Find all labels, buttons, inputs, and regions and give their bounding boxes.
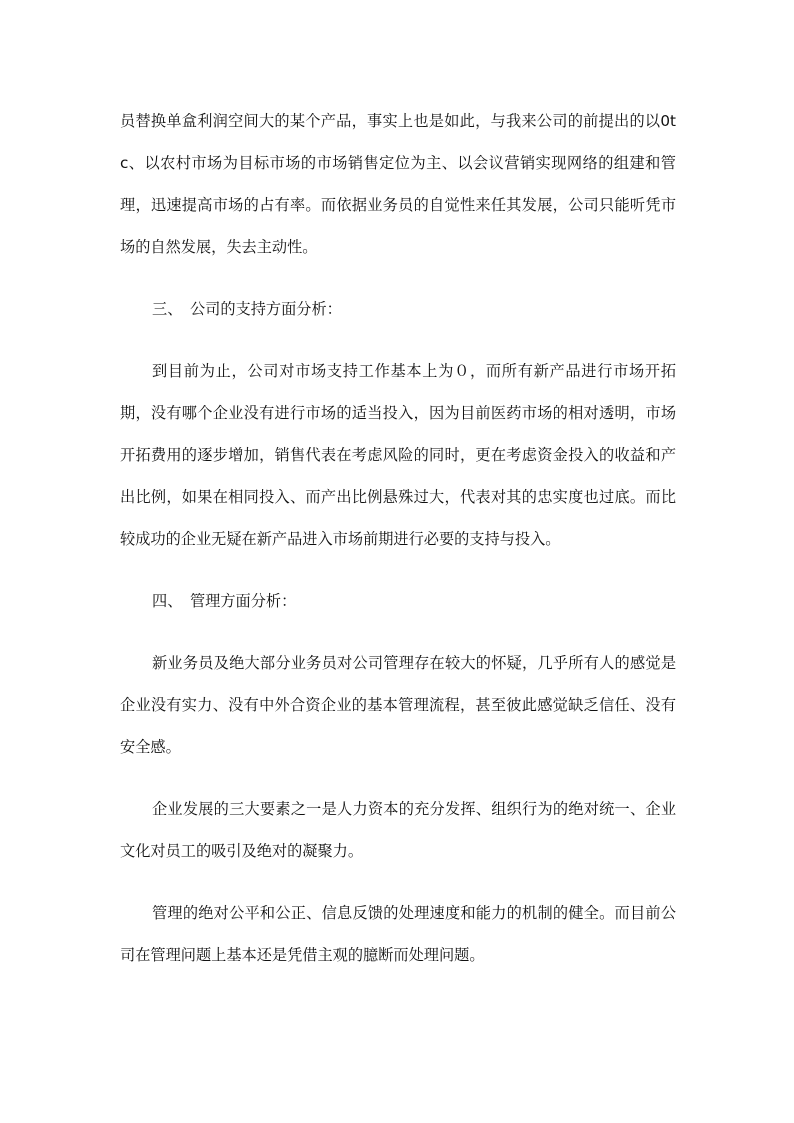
document-body [120,100,676,976]
section-heading-management: 四、 管理方面分析： [152,592,297,610]
paragraph-management-doubt: 新业务员及绝大部分业务员对公司管理存在较大的怀疑，几乎所有人的感觉是企业没有实力、没有中外合资企业的基本管理流程，甚至彼此感觉缺乏信任、没有安全感。 [120,654,676,756]
paragraph-management-fairness: 管理的绝对公平和公正、信息反馈的处理速度和能力的机制的健全。而目前公司在管理问题上基本还是凭借主观的臆断而处理问题。 [120,904,676,964]
paragraph-development-factors: 企业发展的三大要素之一是人力资本的充分发挥、组织行为的绝对统一、企业文化对员工的吸引及绝对的凝聚力。 [120,800,676,860]
paragraph-support-analysis: 到目前为止，公司对市场支持工作基本上为０，而所有新产品进行市场开拓期，没有哪个企业没有进行市场的适当投入，因为目前医药市场的相对透明，市场开拓费用的逐步增加，销售代表在考虑风险的同时，更在考虑资金投入的收益和产出比例，如果在相同投入、而产出比例悬殊过大，代表对其的忠实度也过底。而比较成功的企业无疑在新产品进入市场前期进行必要的支持与投入。 [120,362,676,548]
section-heading-support: 三、 公司的支持方面分析： [152,300,342,318]
paragraph-continuation: 员替换单盒利润空间大的某个产品，事实上也是如此，与我来公司的前提出的以0tc、以农村市场为目标市场的市场销售定位为主、以会议营销实现网络的组建和管理，迅速提高市场的占有率。而依据业务员的自觉性来任其发展，公司只能听凭市场的自然发展，失去主动性。 [120,112,676,256]
